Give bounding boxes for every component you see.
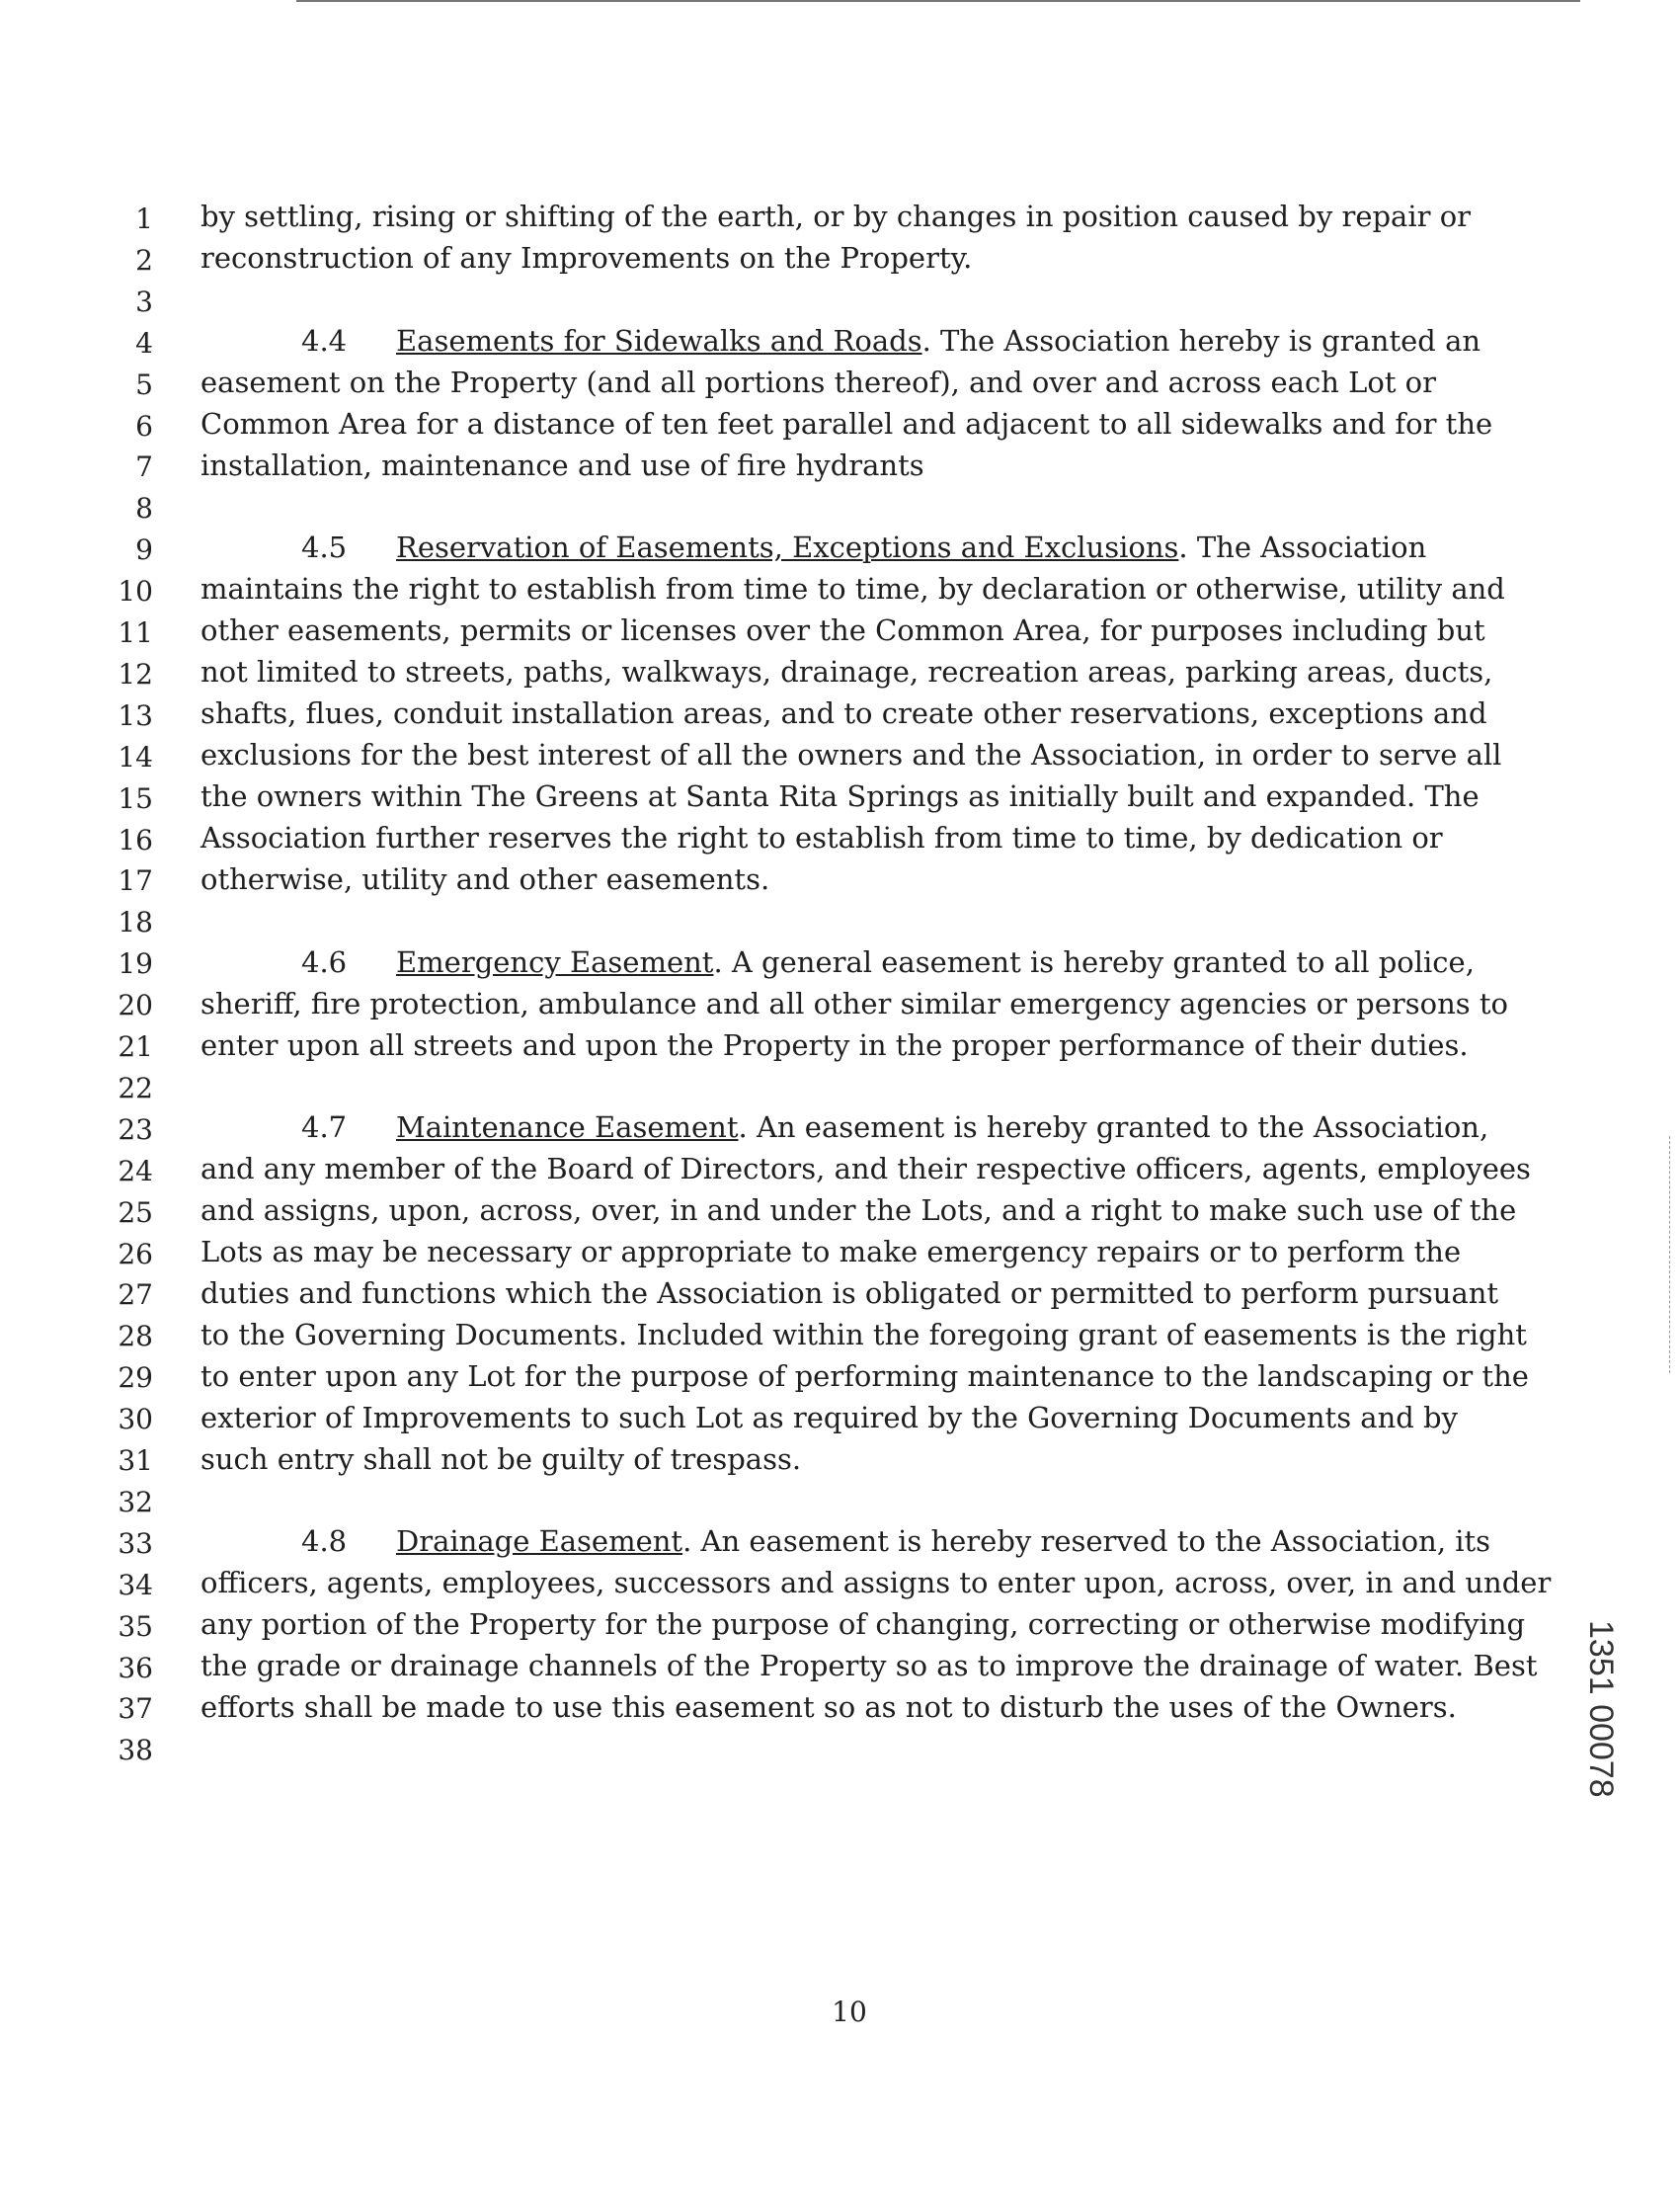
body-line: to the Governing Documents. Included within the foregoing grant of easements is the right <box>200 1318 1527 1351</box>
line-number: 19 <box>118 947 153 981</box>
line-number: 12 <box>118 657 153 691</box>
line-number: 15 <box>118 781 153 815</box>
body-line: maintains the right to establish from time to time, by declaration or otherwise, utility and <box>200 572 1505 606</box>
section-4-7-heading-line <box>301 1110 1489 1144</box>
line-number: 14 <box>118 740 153 774</box>
line-number: 26 <box>118 1237 153 1270</box>
section-heading: Drainage Easement <box>396 1524 683 1558</box>
line-number: 13 <box>118 698 153 732</box>
body-line: and assigns, upon, across, over, in and under the Lots, and a right to make such use of the <box>200 1193 1517 1227</box>
line-number: 2 <box>135 243 153 277</box>
body-line: Common Area for a distance of ten feet parallel and adjacent to all sidewalks and for the <box>200 407 1493 441</box>
line-number: 10 <box>118 575 153 609</box>
line-number: 7 <box>135 450 153 484</box>
section-number: 4.4 <box>301 324 348 358</box>
body-line: exterior of Improvements to such Lot as required by the Governing Documents and by <box>200 1401 1458 1434</box>
line-number: 6 <box>135 409 153 443</box>
line-number: 21 <box>118 1030 153 1063</box>
section-heading: Emergency Easement <box>396 945 714 979</box>
section-first-line: . An easement is hereby granted to the Association, <box>738 1110 1489 1144</box>
section-first-line: . The Association hereby is granted an <box>921 324 1481 358</box>
section-number: 4.8 <box>301 1524 348 1558</box>
line-number: 31 <box>118 1444 153 1477</box>
section-first-line: . A general easement is hereby granted to all police, <box>713 945 1475 979</box>
line-number: 18 <box>118 906 153 939</box>
line-number: 38 <box>118 1734 153 1767</box>
section-heading: Reservation of Easements, Exceptions and Exclusions <box>396 530 1179 564</box>
line-number: 34 <box>118 1568 153 1601</box>
top-scan-rule <box>296 0 1580 2</box>
body-line: enter upon all streets and upon the Property in the proper performance of their duties. <box>200 1028 1469 1062</box>
body-line: exclusions for the best interest of all the owners and the Association, in order to serve all <box>200 738 1502 772</box>
line-number: 17 <box>118 864 153 898</box>
line-number: 3 <box>135 285 153 318</box>
line-number: 16 <box>118 823 153 856</box>
section-heading: Maintenance Easement <box>396 1110 739 1144</box>
scan-edge-mark <box>1669 1136 1670 1373</box>
section-number: 4.5 <box>301 530 348 564</box>
body-line: sheriff, fire protection, ambulance and all other similar emergency agencies or persons to <box>200 987 1508 1020</box>
body-line: not limited to streets, paths, walkways, drainage, recreation areas, parking areas, ducts, <box>200 655 1493 689</box>
body-line: Association further reserves the right to establish from time to time, by dedication or <box>200 821 1443 855</box>
body-line: Lots as may be necessary or appropriate to make emergency repairs or to perform the <box>200 1235 1462 1268</box>
line-number: 30 <box>118 1403 153 1436</box>
section-4-5-heading-line <box>301 530 1427 564</box>
section-4-4-heading-line <box>301 324 1481 358</box>
line-number: 24 <box>118 1154 153 1187</box>
line-number: 9 <box>135 533 153 567</box>
section-number: 4.6 <box>301 945 348 979</box>
section-number: 4.7 <box>301 1110 348 1144</box>
line-number: 36 <box>118 1651 153 1684</box>
line-number: 23 <box>118 1112 153 1146</box>
line-number: 35 <box>118 1609 153 1643</box>
line-number: 28 <box>118 1320 153 1353</box>
body-line: otherwise, utility and other easements. <box>200 862 770 896</box>
body-line: officers, agents, employees, successors and assigns to enter upon, across, over, in and under <box>200 1566 1552 1599</box>
line-number: 4 <box>135 326 153 360</box>
line-number: 1 <box>135 203 153 235</box>
body-line: other easements, permits or licenses over the Common Area, for purposes including but <box>200 613 1485 647</box>
line-number: 33 <box>118 1526 153 1560</box>
line-number: 32 <box>118 1485 153 1518</box>
body-line: efforts shall be made to use this easement so as not to disturb the uses of the Owners. <box>200 1690 1457 1724</box>
body-line: easement on the Property (and all portions thereof), and over and across each Lot or <box>200 366 1437 399</box>
line-number: 8 <box>135 492 153 526</box>
body-line: reconstruction of any Improvements on the Property. <box>200 241 973 275</box>
body-line: by settling, rising or shifting of the earth, or by changes in position caused by repair or <box>200 200 1472 233</box>
side-document-stamp: 1351 00078 <box>1582 1620 1620 1798</box>
body-line: the owners within The Greens at Santa Rita Springs as initially built and expanded. The <box>200 779 1480 813</box>
section-4-8-heading-line <box>301 1524 1491 1558</box>
line-number: 29 <box>118 1361 153 1395</box>
section-first-line: . An easement is hereby reserved to the Association, its <box>682 1524 1491 1558</box>
body-line: duties and functions which the Association is obligated or permitted to perform pursuant <box>200 1276 1499 1310</box>
body-line: such entry shall not be guilty of trespass. <box>200 1442 802 1476</box>
section-first-line: . The Association <box>1178 530 1427 564</box>
body-line: the grade or drainage channels of the Property so as to improve the drainage of water. Best <box>200 1649 1538 1682</box>
body-line: shafts, flues, conduit installation areas, and to create other reservations, exceptions and <box>200 696 1487 730</box>
body-line: any portion of the Property for the purpose of changing, correcting or otherwise modifying <box>200 1607 1526 1641</box>
line-number: 11 <box>118 616 153 649</box>
body-line: to enter upon any Lot for the purpose of performing maintenance to the landscaping or the <box>200 1359 1529 1393</box>
line-number: 27 <box>118 1278 153 1312</box>
line-number: 25 <box>118 1195 153 1229</box>
page-number: 10 <box>832 1996 867 2028</box>
line-number: 20 <box>118 989 153 1022</box>
section-4-6-heading-line <box>301 945 1475 979</box>
body-line: installation, maintenance and use of fire hydrants <box>200 449 924 482</box>
line-number: 37 <box>118 1692 153 1726</box>
section-heading: Easements for Sidewalks and Roads <box>396 324 922 358</box>
line-number: 5 <box>135 367 153 401</box>
line-number: 22 <box>118 1071 153 1104</box>
body-line: and any member of the Board of Directors, and their respective officers, agents, employees <box>200 1152 1531 1185</box>
